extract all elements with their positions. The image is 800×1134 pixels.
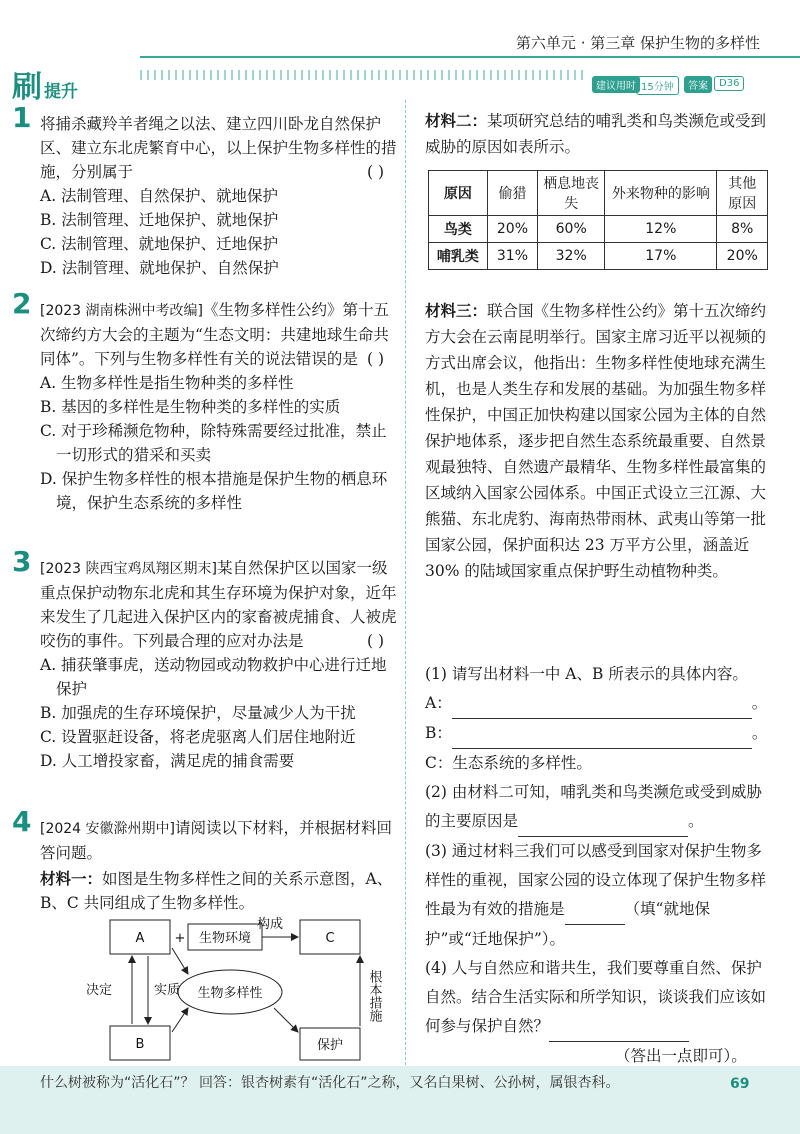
biodiversity-diagram bbox=[60, 908, 390, 1068]
material-1-text: 如图是生物多样性之间的关系示意图，A、B、C 共同组成了生物多样性。 bbox=[40, 870, 393, 912]
answer-a-blank[interactable] bbox=[452, 689, 752, 719]
sub-question-3 bbox=[425, 837, 770, 954]
answer-paren: ( ) bbox=[366, 350, 384, 368]
question-4 bbox=[12, 805, 400, 915]
option-a: A. 法制管理、自然保护、就地保护 bbox=[40, 187, 279, 205]
question-stem: 某自然保护区以国家一级重点保护动物东北虎和其生存环境为保护对象，近年来发生了几起进入保护区内的家畜被虎捕食、人被虎咬伤的事件。下列最合理的应对办法是 bbox=[40, 559, 397, 650]
answer-3-blank[interactable] bbox=[565, 895, 625, 925]
sub-question-1: (1) 请写出材料一中 A、B 所表示的具体内容。 bbox=[425, 665, 748, 683]
sub-question-3-text: (3) 通过材料三我们可以感受到国家对保护生物多样性的重视，国家公园的设立体现了保护生物多样性最为有效的措施是 bbox=[425, 842, 767, 918]
period: 。 bbox=[751, 694, 768, 712]
sub-question-3-tail: （填“就地保护”或“迁地保护”）。 bbox=[425, 900, 710, 948]
answer-b-blank[interactable] bbox=[452, 719, 752, 749]
question-stem: 请阅读以下材料，并根据材料回答问题。 bbox=[40, 819, 393, 862]
table-header-row bbox=[429, 171, 768, 216]
question-number: 2 bbox=[12, 287, 32, 320]
label-compose: 构成 bbox=[256, 917, 284, 932]
table-cell: 8% bbox=[717, 216, 768, 243]
answer-line-b bbox=[425, 719, 770, 749]
column-divider bbox=[405, 100, 406, 1070]
table-header-cell: 其他原因 bbox=[717, 171, 768, 216]
question-stem: 《生物多样性公约》第十五次缔约方大会的主题为“生态文明：共建地球生命共同体”。下列与生物多样性有关的说法错误的是 bbox=[40, 301, 390, 368]
option-b: B. 基因的多样性是生物种类的多样性的实质 bbox=[40, 398, 341, 416]
material-3 bbox=[425, 298, 770, 584]
material-2-text: 某项研究总结的哺乳类和鸟类濒危或受到威胁的原因如表所示。 bbox=[425, 112, 767, 156]
question-3 bbox=[12, 545, 400, 773]
time-label: 建议用时 bbox=[592, 76, 640, 93]
option-b: B. 加强虎的生存环境保护，尽量减少人为干扰 bbox=[40, 704, 356, 722]
option-a: A. 捕获肇事虎，送动物园或动物救护中心进行迁地保护 bbox=[40, 656, 387, 698]
question-number: 3 bbox=[12, 545, 32, 578]
unit-title: 第六单元 · 第三章 保护生物的多样性 bbox=[515, 34, 760, 52]
table-cell: 20% bbox=[487, 216, 537, 243]
answer-b-label: B： bbox=[425, 724, 452, 742]
sub-question-4-tail: （答出一点即可）。 bbox=[615, 1047, 747, 1065]
node-env: 生物环境 bbox=[198, 931, 252, 946]
answer-2-blank[interactable] bbox=[518, 807, 688, 837]
answer-value: D36 bbox=[714, 76, 744, 91]
arrow-center-protect bbox=[274, 1008, 298, 1032]
table-cell: 31% bbox=[487, 243, 537, 270]
material-2 bbox=[425, 108, 770, 160]
option-a: A. 生物多样性是指生物种类的多样性 bbox=[40, 374, 294, 392]
table-cell: 20% bbox=[717, 243, 768, 270]
option-b: B. 法制管理、迁地保护、就地保护 bbox=[40, 211, 279, 229]
table-cell: 32% bbox=[538, 243, 605, 270]
option-d: D. 保护生物多样性的根本措施是保护生物的栖息环境，保护生态系统的多样性 bbox=[40, 470, 388, 512]
brand-logo bbox=[12, 62, 78, 106]
table-header-cell: 栖息地丧失 bbox=[538, 171, 605, 216]
node-b: B bbox=[135, 1037, 145, 1052]
sub-question-4-text: (4) 人与自然应和谐共生，我们要尊重自然、保护自然。结合生活实际和所学知识，谈谈我们应该如何参与保护自然？ bbox=[425, 959, 767, 1035]
option-c: C. 对于珍稀濒危物种，除特殊需要经过批准，禁止一切形式的猎采和买卖 bbox=[40, 422, 387, 464]
sub-question-2 bbox=[425, 778, 770, 837]
table-cell: 17% bbox=[605, 243, 717, 270]
table-row bbox=[429, 216, 768, 243]
answer-4-blank-1[interactable] bbox=[549, 1012, 689, 1042]
material-3-label: 材料三： bbox=[425, 302, 488, 320]
option-c: C. 法制管理、就地保护、迁地保护 bbox=[40, 235, 279, 253]
page-number: 69 bbox=[730, 1076, 750, 1092]
sub-question-4 bbox=[425, 954, 770, 1042]
label-essence: 实质 bbox=[154, 983, 181, 998]
arrow-a-center bbox=[172, 948, 188, 974]
node-center: 生物多样性 bbox=[197, 986, 263, 1001]
period: 。 bbox=[688, 812, 704, 830]
label-decide: 决定 bbox=[85, 983, 112, 998]
arrow-b-center bbox=[172, 1008, 188, 1032]
question-source: [2023 陕西宝鸡凤翔区期末] bbox=[40, 561, 218, 577]
brand-small: 提升 bbox=[44, 82, 78, 102]
table-header-cell: 外来物种的影响 bbox=[605, 171, 717, 216]
table-cell: 哺乳类 bbox=[429, 243, 488, 270]
answer-paren: ( ) bbox=[366, 632, 384, 650]
material-3-text: 联合国《生物多样性公约》第十五次缔约方大会在云南昆明举行。国家主席习近平以视频的方式出席会议，他指出：生物多样性使地球充满生机，也是人类生存和发展的基础。为加强生物多样性保护，中国正加快构建以国家公园为主体的自然保护地体系，逐步把自然生态系统最重要、自然景观最独特、自然遗产最精华、生物多样性最富集的区域纳入国家公园体系。中国正式设立三江源、大熊猫、东北虎豹、海南热带雨林、武夷山等第一批国家公园，保护面积达 23 万平方公里，涵盖近 30% 的陆域国家重点保护野生动植物种类。 bbox=[425, 302, 767, 580]
option-d: D. 法制管理、就地保护、自然保护 bbox=[40, 259, 279, 277]
table-cell: 60% bbox=[538, 216, 605, 243]
period: 。 bbox=[751, 724, 768, 742]
question-stem: 将捕杀藏羚羊者绳之以法、建立四川卧龙自然保护区、建立东北虎繁育中心，以上保护生物多样性的措施，分别属于 bbox=[40, 115, 397, 181]
plus-sign: + bbox=[174, 931, 186, 946]
option-d: D. 人工增投家畜，满足虎的捕食需要 bbox=[40, 752, 295, 770]
footer-trivia: 什么树被称为“活化石”？ 回答：银杏树素有“活化石”之称，又名白果树、公孙树，属银杏科。 bbox=[40, 1075, 620, 1091]
answer-line-c: C：生态系统的多样性。 bbox=[425, 754, 592, 772]
table-header-cell: 原因 bbox=[429, 171, 488, 216]
brand-big: 刷 bbox=[12, 70, 42, 105]
sub-questions bbox=[425, 660, 770, 1072]
question-source: [2024 安徽滁州期中] bbox=[40, 821, 176, 837]
table-header-cell: 偷猎 bbox=[487, 171, 537, 216]
question-2 bbox=[12, 287, 400, 515]
answer-label: 答案 bbox=[684, 76, 712, 93]
dotted-rule bbox=[140, 70, 585, 80]
node-protect: 保护 bbox=[316, 1038, 344, 1053]
material-1-label: 材料一： bbox=[40, 870, 103, 888]
table-row bbox=[429, 243, 768, 270]
answer-line-a bbox=[425, 689, 770, 719]
question-1 bbox=[12, 101, 400, 280]
label-root: 根本措施 bbox=[366, 970, 382, 1022]
node-c: C bbox=[325, 931, 335, 946]
answer-paren: ( ) bbox=[366, 163, 384, 181]
question-number: 4 bbox=[12, 805, 32, 838]
material-2-label: 材料二： bbox=[425, 112, 488, 130]
sub-question-2-text: (2) 由材料二可知，哺乳类和鸟类濒危或受到威胁的主要原因是 bbox=[425, 783, 762, 830]
node-a: A bbox=[135, 931, 145, 946]
answer-a-label: A： bbox=[425, 694, 452, 712]
option-c: C. 设置驱赶设备，将老虎驱离人们居住地附近 bbox=[40, 728, 356, 746]
table-cell: 鸟类 bbox=[429, 216, 488, 243]
question-number: 1 bbox=[12, 101, 32, 134]
question-source: [2023 湖南株洲中考改编] bbox=[40, 303, 204, 319]
header-rule bbox=[140, 56, 800, 58]
time-value: 15分钟 bbox=[636, 76, 679, 95]
threat-table bbox=[428, 170, 768, 270]
table-cell: 12% bbox=[605, 216, 717, 243]
